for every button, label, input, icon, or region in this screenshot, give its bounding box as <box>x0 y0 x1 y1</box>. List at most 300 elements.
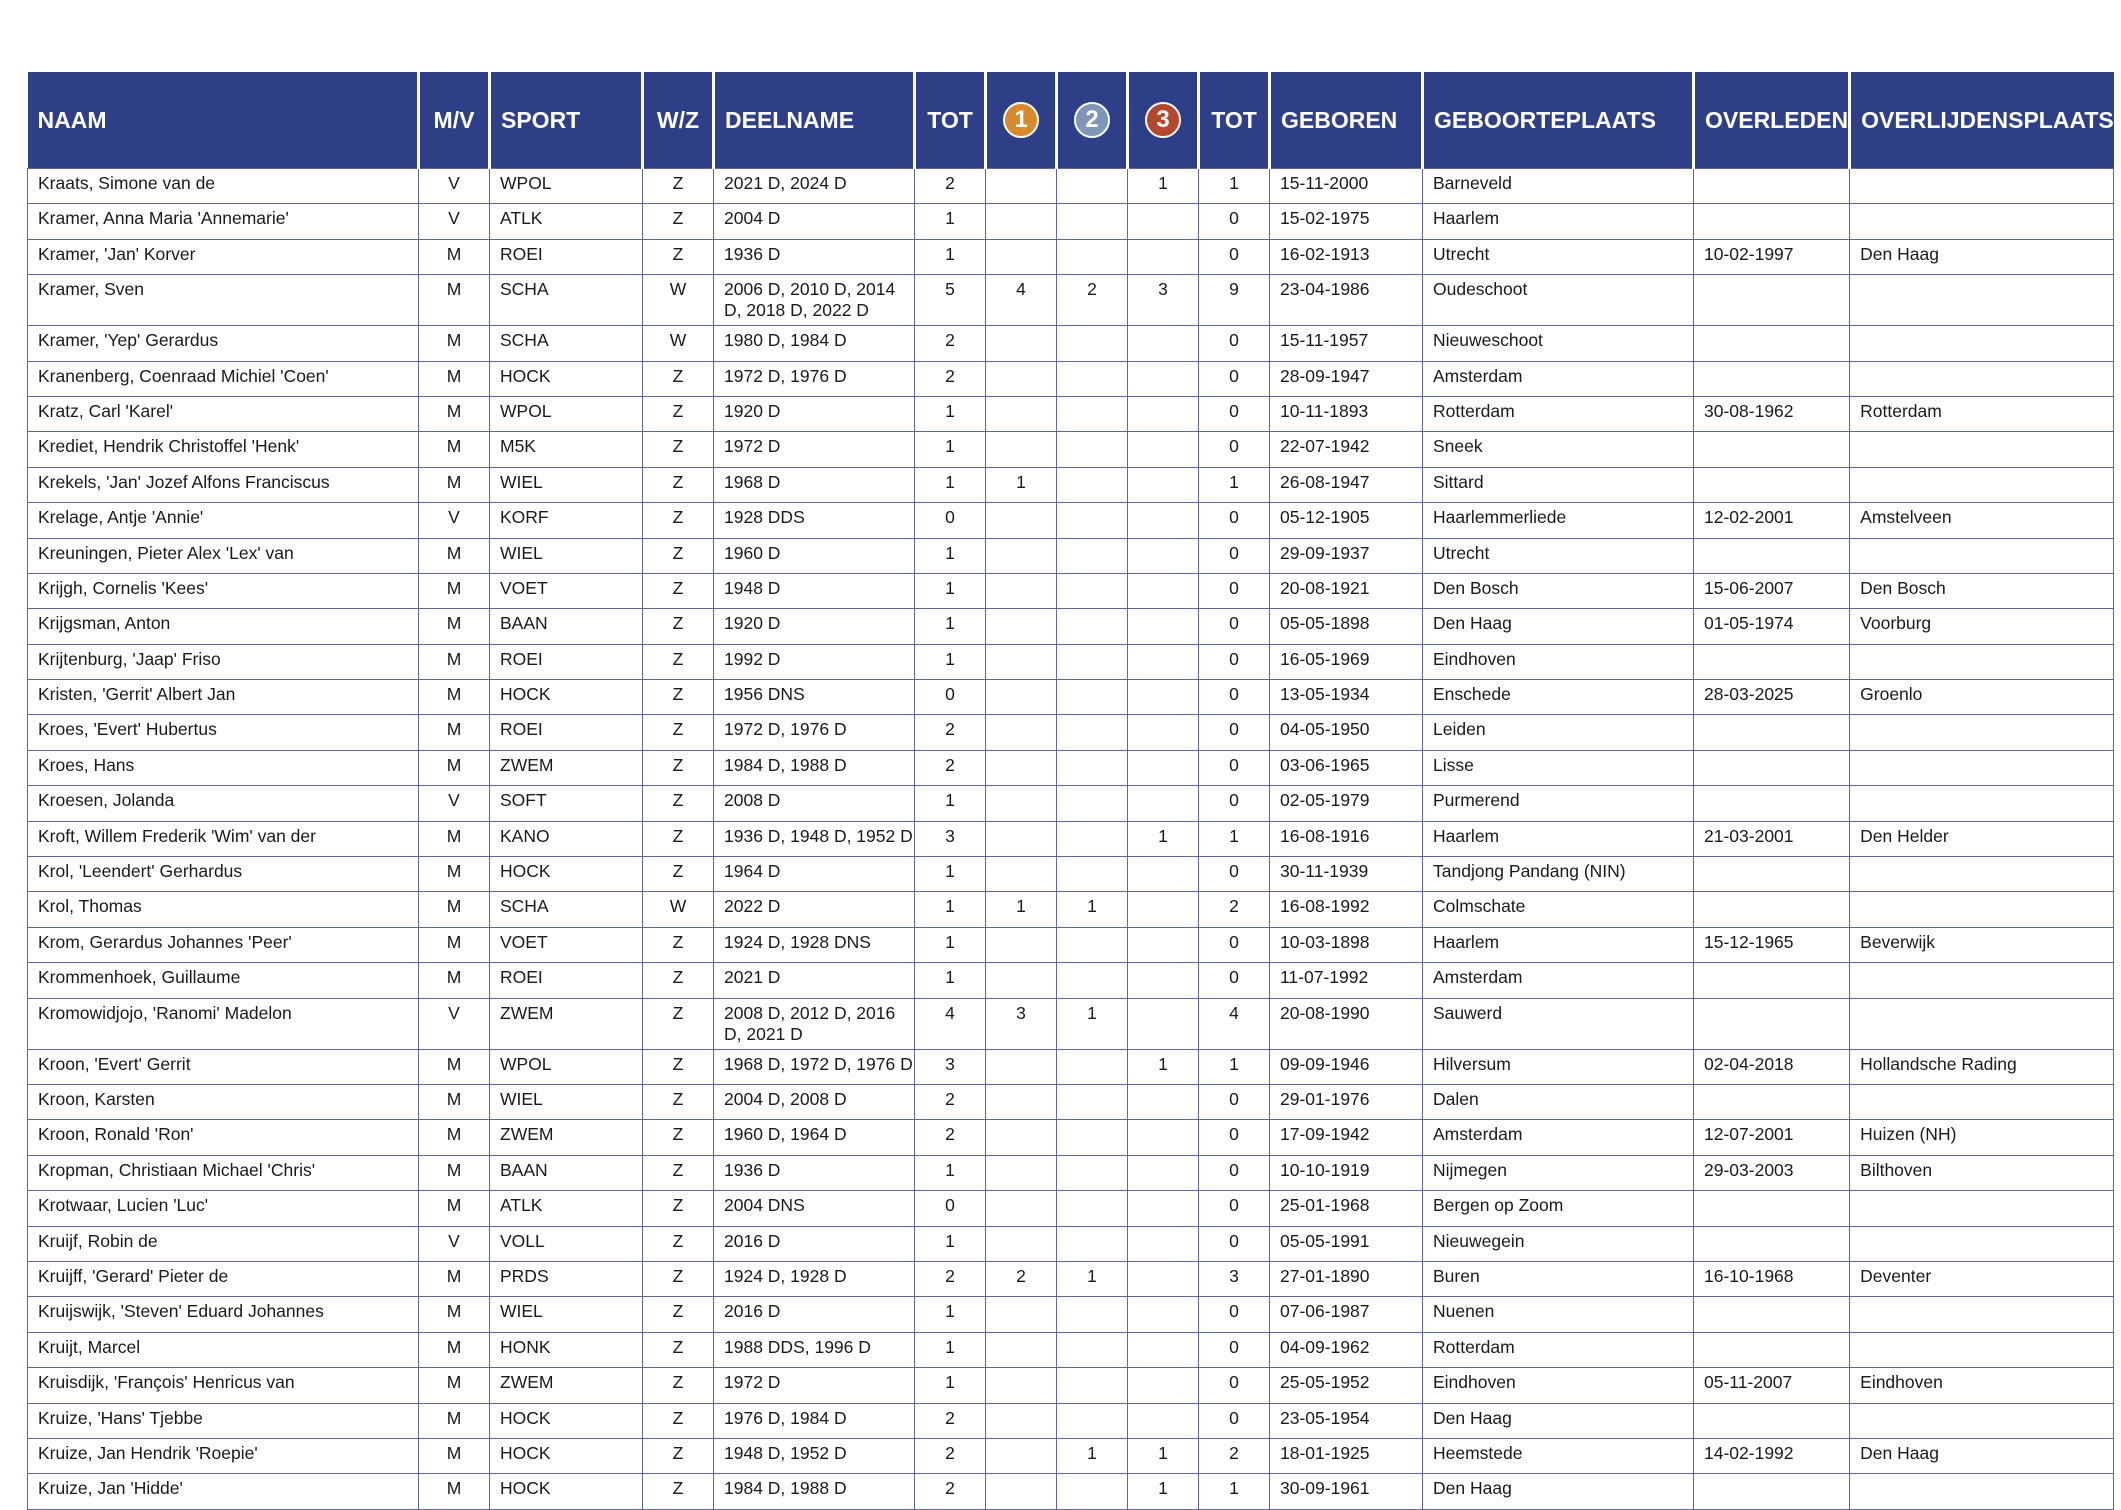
cell-naam: Kroon, Ronald 'Ron' <box>28 1120 419 1155</box>
cell-wz: Z <box>643 1191 714 1226</box>
cell-geboren: 25-05-1952 <box>1270 1368 1423 1403</box>
table-row <box>28 892 2114 927</box>
cell-overleden <box>1694 892 1850 927</box>
cell-overlijdensplaats <box>1850 1084 2114 1119</box>
cell-gold <box>986 786 1057 821</box>
cell-overleden: 01-05-1974 <box>1694 609 1850 644</box>
cell-silver: 1 <box>1057 1261 1128 1296</box>
cell-tot-deelname: 1 <box>915 963 986 998</box>
cell-overlijdensplaats <box>1850 786 2114 821</box>
cell-geboren: 28-09-1947 <box>1270 361 1423 396</box>
cell-geboorteplaats: Rotterdam <box>1423 1332 1694 1367</box>
cell-gold <box>986 573 1057 608</box>
cell-gold <box>986 750 1057 785</box>
cell-silver <box>1057 467 1128 502</box>
cell-tot-deelname: 1 <box>915 1155 986 1190</box>
cell-geboren: 04-09-1962 <box>1270 1332 1423 1367</box>
col-header-mv: M/V <box>419 72 490 169</box>
cell-mv: M <box>419 1438 490 1473</box>
cell-deelname: 2006 D, 2010 D, 2014 D, 2018 D, 2022 D <box>714 275 915 326</box>
cell-wz: Z <box>643 1403 714 1438</box>
cell-mv: M <box>419 821 490 856</box>
cell-deelname: 1920 D <box>714 396 915 431</box>
cell-geboren: 02-05-1979 <box>1270 786 1423 821</box>
cell-overlijdensplaats <box>1850 275 2114 326</box>
cell-tot-medals: 4 <box>1199 998 1270 1049</box>
cell-deelname: 2008 D, 2012 D, 2016 D, 2021 D <box>714 998 915 1049</box>
cell-tot-medals: 1 <box>1199 1474 1270 1509</box>
cell-tot-medals: 0 <box>1199 1120 1270 1155</box>
cell-naam: Kruijswijk, 'Steven' Eduard Johannes <box>28 1297 419 1332</box>
cell-geboorteplaats: Eindhoven <box>1423 644 1694 679</box>
cell-geboorteplaats: Amsterdam <box>1423 1120 1694 1155</box>
cell-overlijdensplaats: Bilthoven <box>1850 1155 2114 1190</box>
cell-overlijdensplaats: Huizen (NH) <box>1850 1120 2114 1155</box>
cell-gold <box>986 644 1057 679</box>
table-row <box>28 998 2114 1049</box>
cell-bronze <box>1128 892 1199 927</box>
cell-bronze <box>1128 239 1199 274</box>
col-header-silver <box>1057 72 1128 169</box>
cell-overlijdensplaats <box>1850 467 2114 502</box>
cell-silver <box>1057 644 1128 679</box>
cell-deelname: 2016 D <box>714 1297 915 1332</box>
cell-tot-medals: 0 <box>1199 503 1270 538</box>
cell-sport: WIEL <box>490 538 643 573</box>
cell-mv: M <box>419 1474 490 1509</box>
cell-geboren: 15-11-1957 <box>1270 326 1423 361</box>
table-row <box>28 1332 2114 1367</box>
cell-tot-deelname: 1 <box>915 396 986 431</box>
cell-sport: ATLK <box>490 1191 643 1226</box>
table-row <box>28 609 2114 644</box>
cell-bronze <box>1128 467 1199 502</box>
cell-overlijdensplaats: Hollandsche Rading <box>1850 1049 2114 1084</box>
cell-silver <box>1057 786 1128 821</box>
cell-silver <box>1057 239 1128 274</box>
cell-tot-deelname: 2 <box>915 326 986 361</box>
cell-tot-deelname: 0 <box>915 1191 986 1226</box>
gold-medal-icon: 1 <box>1003 102 1039 138</box>
table-row <box>28 857 2114 892</box>
cell-overleden <box>1694 857 1850 892</box>
cell-geboren: 22-07-1942 <box>1270 432 1423 467</box>
cell-tot-deelname: 2 <box>915 1403 986 1438</box>
cell-geboren: 30-11-1939 <box>1270 857 1423 892</box>
cell-tot-deelname: 1 <box>915 1226 986 1261</box>
cell-overleden <box>1694 644 1850 679</box>
cell-wz: Z <box>643 1261 714 1296</box>
cell-overlijdensplaats <box>1850 1403 2114 1438</box>
table-row <box>28 715 2114 750</box>
silver-medal-icon: 2 <box>1074 102 1110 138</box>
cell-naam: Kramer, Anna Maria 'Annemarie' <box>28 204 419 239</box>
cell-overleden <box>1694 1474 1850 1509</box>
cell-bronze <box>1128 573 1199 608</box>
cell-deelname: 2008 D <box>714 786 915 821</box>
cell-tot-deelname: 0 <box>915 503 986 538</box>
cell-bronze <box>1128 1261 1199 1296</box>
cell-bronze <box>1128 1368 1199 1403</box>
cell-deelname: 1972 D, 1976 D <box>714 715 915 750</box>
cell-overlijdensplaats: Amstelveen <box>1850 503 2114 538</box>
bronze-medal-icon: 3 <box>1145 102 1181 138</box>
cell-gold <box>986 1368 1057 1403</box>
cell-deelname: 1924 D, 1928 D <box>714 1261 915 1296</box>
cell-overlijdensplaats: Den Helder <box>1850 821 2114 856</box>
col-header-overlijdensplaats: OVERLIJDENSPLAATS <box>1850 72 2114 169</box>
cell-silver: 1 <box>1057 998 1128 1049</box>
cell-sport: VOET <box>490 573 643 608</box>
cell-overleden <box>1694 275 1850 326</box>
cell-gold: 1 <box>986 467 1057 502</box>
cell-bronze <box>1128 538 1199 573</box>
cell-tot-medals: 0 <box>1199 326 1270 361</box>
cell-deelname: 1988 DDS, 1996 D <box>714 1332 915 1367</box>
cell-sport: ROEI <box>490 644 643 679</box>
cell-wz: Z <box>643 821 714 856</box>
cell-geboorteplaats: Sittard <box>1423 467 1694 502</box>
cell-geboorteplaats: Tandjong Pandang (NIN) <box>1423 857 1694 892</box>
table-row <box>28 396 2114 431</box>
cell-naam: Kramer, Sven <box>28 275 419 326</box>
col-header-wz: W/Z <box>643 72 714 169</box>
cell-geboorteplaats: Dalen <box>1423 1084 1694 1119</box>
cell-sport: HOCK <box>490 1403 643 1438</box>
cell-deelname: 2021 D <box>714 963 915 998</box>
cell-deelname: 1948 D <box>714 573 915 608</box>
cell-geboorteplaats: Bergen op Zoom <box>1423 1191 1694 1226</box>
cell-geboren: 09-09-1946 <box>1270 1049 1423 1084</box>
cell-tot-deelname: 1 <box>915 857 986 892</box>
cell-deelname: 1960 D, 1964 D <box>714 1120 915 1155</box>
cell-gold <box>986 1120 1057 1155</box>
cell-mv: M <box>419 239 490 274</box>
cell-mv: V <box>419 169 490 204</box>
cell-overleden <box>1694 1084 1850 1119</box>
cell-silver <box>1057 1226 1128 1261</box>
cell-mv: V <box>419 503 490 538</box>
cell-geboren: 10-10-1919 <box>1270 1155 1423 1190</box>
cell-gold <box>986 1155 1057 1190</box>
cell-deelname: 1964 D <box>714 857 915 892</box>
cell-bronze: 3 <box>1128 275 1199 326</box>
cell-deelname: 1984 D, 1988 D <box>714 750 915 785</box>
cell-naam: Krol, Thomas <box>28 892 419 927</box>
cell-tot-medals: 3 <box>1199 1261 1270 1296</box>
cell-sport: ZWEM <box>490 998 643 1049</box>
cell-geboorteplaats: Leiden <box>1423 715 1694 750</box>
cell-geboren: 15-11-2000 <box>1270 169 1423 204</box>
cell-mv: M <box>419 538 490 573</box>
cell-naam: Kramer, 'Yep' Gerardus <box>28 326 419 361</box>
cell-overlijdensplaats <box>1850 715 2114 750</box>
cell-bronze <box>1128 204 1199 239</box>
cell-overleden <box>1694 538 1850 573</box>
cell-deelname: 1956 DNS <box>714 680 915 715</box>
cell-geboorteplaats: Sauwerd <box>1423 998 1694 1049</box>
cell-geboorteplaats: Nieuweschoot <box>1423 326 1694 361</box>
cell-silver <box>1057 432 1128 467</box>
cell-tot-medals: 1 <box>1199 1049 1270 1084</box>
cell-bronze <box>1128 963 1199 998</box>
cell-bronze <box>1128 1084 1199 1119</box>
cell-bronze <box>1128 715 1199 750</box>
cell-overleden: 02-04-2018 <box>1694 1049 1850 1084</box>
cell-tot-medals: 0 <box>1199 1191 1270 1226</box>
cell-overlijdensplaats <box>1850 892 2114 927</box>
cell-tot-medals: 0 <box>1199 857 1270 892</box>
cell-geboorteplaats: Hilversum <box>1423 1049 1694 1084</box>
cell-overleden: 10-02-1997 <box>1694 239 1850 274</box>
cell-geboren: 05-12-1905 <box>1270 503 1423 538</box>
cell-wz: Z <box>643 239 714 274</box>
cell-naam: Kranenberg, Coenraad Michiel 'Coen' <box>28 361 419 396</box>
cell-naam: Kreuningen, Pieter Alex 'Lex' van <box>28 538 419 573</box>
cell-overlijdensplaats <box>1850 1226 2114 1261</box>
cell-silver: 1 <box>1057 1438 1128 1473</box>
cell-geboorteplaats: Den Haag <box>1423 609 1694 644</box>
cell-geboren: 11-07-1992 <box>1270 963 1423 998</box>
cell-mv: M <box>419 644 490 679</box>
cell-wz: W <box>643 892 714 927</box>
cell-tot-medals: 0 <box>1199 1332 1270 1367</box>
cell-naam: Krijgh, Cornelis 'Kees' <box>28 573 419 608</box>
cell-sport: ZWEM <box>490 750 643 785</box>
cell-bronze <box>1128 927 1199 962</box>
cell-deelname: 1936 D <box>714 239 915 274</box>
cell-overleden: 21-03-2001 <box>1694 821 1850 856</box>
cell-geboren: 23-04-1986 <box>1270 275 1423 326</box>
cell-overlijdensplaats: Deventer <box>1850 1261 2114 1296</box>
col-header-bronze <box>1128 72 1199 169</box>
cell-gold <box>986 715 1057 750</box>
cell-sport: KORF <box>490 503 643 538</box>
table-row <box>28 1368 2114 1403</box>
cell-wz: Z <box>643 1332 714 1367</box>
cell-tot-medals: 0 <box>1199 538 1270 573</box>
cell-sport: SOFT <box>490 786 643 821</box>
cell-overleden <box>1694 998 1850 1049</box>
cell-bronze <box>1128 1120 1199 1155</box>
cell-gold <box>986 1474 1057 1509</box>
cell-silver <box>1057 1474 1128 1509</box>
cell-geboren: 25-01-1968 <box>1270 1191 1423 1226</box>
cell-tot-medals: 0 <box>1199 750 1270 785</box>
cell-geboren: 16-08-1992 <box>1270 892 1423 927</box>
table-row <box>28 1120 2114 1155</box>
cell-sport: M5K <box>490 432 643 467</box>
cell-geboorteplaats: Utrecht <box>1423 239 1694 274</box>
cell-geboorteplaats: Haarlemmerliede <box>1423 503 1694 538</box>
cell-sport: HOCK <box>490 857 643 892</box>
table-row <box>28 1155 2114 1190</box>
cell-bronze <box>1128 1191 1199 1226</box>
cell-geboren: 15-02-1975 <box>1270 204 1423 239</box>
cell-geboorteplaats: Nieuwegein <box>1423 1226 1694 1261</box>
cell-wz: Z <box>643 1297 714 1332</box>
cell-bronze <box>1128 750 1199 785</box>
cell-overleden: 15-12-1965 <box>1694 927 1850 962</box>
cell-gold <box>986 396 1057 431</box>
table-row <box>28 239 2114 274</box>
cell-geboorteplaats: Nijmegen <box>1423 1155 1694 1190</box>
cell-tot-medals: 0 <box>1199 239 1270 274</box>
cell-mv: M <box>419 680 490 715</box>
cell-naam: Krommenhoek, Guillaume <box>28 963 419 998</box>
cell-tot-deelname: 1 <box>915 1332 986 1367</box>
cell-wz: Z <box>643 963 714 998</box>
cell-naam: Kromowidjojo, 'Ranomi' Madelon <box>28 998 419 1049</box>
cell-geboren: 20-08-1921 <box>1270 573 1423 608</box>
cell-tot-deelname: 2 <box>915 1084 986 1119</box>
cell-overlijdensplaats: Voorburg <box>1850 609 2114 644</box>
cell-mv: M <box>419 892 490 927</box>
cell-naam: Kruize, 'Hans' Tjebbe <box>28 1403 419 1438</box>
table-row <box>28 1049 2114 1084</box>
cell-gold <box>986 963 1057 998</box>
cell-overleden <box>1694 326 1850 361</box>
cell-deelname: 2021 D, 2024 D <box>714 169 915 204</box>
table-row <box>28 275 2114 326</box>
cell-silver <box>1057 169 1128 204</box>
cell-geboren: 17-09-1942 <box>1270 1120 1423 1155</box>
table-row <box>28 786 2114 821</box>
cell-tot-medals: 1 <box>1199 821 1270 856</box>
cell-bronze <box>1128 326 1199 361</box>
table-row <box>28 573 2114 608</box>
cell-sport: KANO <box>490 821 643 856</box>
table-row <box>28 326 2114 361</box>
cell-wz: Z <box>643 396 714 431</box>
cell-geboren: 10-11-1893 <box>1270 396 1423 431</box>
cell-silver <box>1057 1191 1128 1226</box>
cell-mv: M <box>419 326 490 361</box>
col-header-deelname: DEELNAME <box>714 72 915 169</box>
cell-overlijdensplaats <box>1850 538 2114 573</box>
cell-geboorteplaats: Amsterdam <box>1423 963 1694 998</box>
col-header-sport: SPORT <box>490 72 643 169</box>
table-row <box>28 963 2114 998</box>
cell-bronze <box>1128 680 1199 715</box>
cell-naam: Kratz, Carl 'Karel' <box>28 396 419 431</box>
cell-bronze <box>1128 396 1199 431</box>
cell-sport: WIEL <box>490 1297 643 1332</box>
cell-tot-medals: 0 <box>1199 1084 1270 1119</box>
cell-tot-medals: 0 <box>1199 1155 1270 1190</box>
cell-tot-deelname: 1 <box>915 467 986 502</box>
cell-overleden <box>1694 432 1850 467</box>
cell-silver <box>1057 1084 1128 1119</box>
cell-sport: WIEL <box>490 1084 643 1119</box>
cell-wz: Z <box>643 1120 714 1155</box>
cell-gold <box>986 538 1057 573</box>
cell-overlijdensplaats <box>1850 750 2114 785</box>
cell-geboren: 27-01-1890 <box>1270 1261 1423 1296</box>
cell-overlijdensplaats <box>1850 1474 2114 1509</box>
cell-mv: V <box>419 1226 490 1261</box>
cell-tot-medals: 0 <box>1199 1368 1270 1403</box>
cell-sport: PRDS <box>490 1261 643 1296</box>
cell-gold <box>986 1226 1057 1261</box>
cell-mv: M <box>419 927 490 962</box>
cell-sport: ROEI <box>490 715 643 750</box>
cell-naam: Kroon, 'Evert' Gerrit <box>28 1049 419 1084</box>
cell-overleden: 15-06-2007 <box>1694 573 1850 608</box>
cell-tot-deelname: 2 <box>915 1261 986 1296</box>
cell-tot-deelname: 1 <box>915 573 986 608</box>
cell-silver <box>1057 503 1128 538</box>
cell-gold <box>986 503 1057 538</box>
cell-mv: M <box>419 1049 490 1084</box>
col-header-naam: NAAM <box>28 72 419 169</box>
cell-bronze: 1 <box>1128 821 1199 856</box>
cell-silver <box>1057 821 1128 856</box>
cell-bronze <box>1128 609 1199 644</box>
cell-silver: 1 <box>1057 892 1128 927</box>
cell-geboren: 16-05-1969 <box>1270 644 1423 679</box>
cell-tot-deelname: 3 <box>915 821 986 856</box>
cell-mv: M <box>419 467 490 502</box>
cell-bronze <box>1128 1155 1199 1190</box>
cell-gold <box>986 239 1057 274</box>
cell-tot-medals: 9 <box>1199 275 1270 326</box>
cell-overlijdensplaats: Beverwijk <box>1850 927 2114 962</box>
cell-geboorteplaats: Amsterdam <box>1423 361 1694 396</box>
cell-geboren: 26-08-1947 <box>1270 467 1423 502</box>
cell-overleden <box>1694 786 1850 821</box>
cell-tot-medals: 1 <box>1199 169 1270 204</box>
cell-gold: 1 <box>986 892 1057 927</box>
cell-tot-medals: 0 <box>1199 396 1270 431</box>
cell-gold <box>986 1438 1057 1473</box>
cell-geboren: 13-05-1934 <box>1270 680 1423 715</box>
table-row <box>28 1191 2114 1226</box>
cell-overleden <box>1694 1332 1850 1367</box>
cell-silver <box>1057 1368 1128 1403</box>
cell-bronze: 1 <box>1128 1049 1199 1084</box>
cell-gold <box>986 204 1057 239</box>
cell-silver <box>1057 1332 1128 1367</box>
cell-bronze <box>1128 1297 1199 1332</box>
cell-wz: Z <box>643 644 714 679</box>
cell-mv: M <box>419 1332 490 1367</box>
cell-naam: Kristen, 'Gerrit' Albert Jan <box>28 680 419 715</box>
cell-tot-medals: 2 <box>1199 892 1270 927</box>
cell-tot-deelname: 1 <box>915 927 986 962</box>
cell-tot-deelname: 2 <box>915 715 986 750</box>
cell-tot-medals: 0 <box>1199 644 1270 679</box>
cell-geboren: 18-01-1925 <box>1270 1438 1423 1473</box>
cell-tot-deelname: 0 <box>915 680 986 715</box>
cell-overleden <box>1694 715 1850 750</box>
cell-wz: Z <box>643 361 714 396</box>
cell-deelname: 2016 D <box>714 1226 915 1261</box>
cell-mv: M <box>419 361 490 396</box>
cell-naam: Krediet, Hendrik Christoffel 'Henk' <box>28 432 419 467</box>
cell-overlijdensplaats: Eindhoven <box>1850 1368 2114 1403</box>
cell-wz: Z <box>643 1368 714 1403</box>
cell-naam: Kroesen, Jolanda <box>28 786 419 821</box>
header-row <box>28 72 2114 169</box>
cell-naam: Krijgsman, Anton <box>28 609 419 644</box>
cell-tot-medals: 0 <box>1199 927 1270 962</box>
cell-wz: Z <box>643 786 714 821</box>
cell-mv: M <box>419 609 490 644</box>
cell-sport: ZWEM <box>490 1120 643 1155</box>
cell-gold <box>986 1049 1057 1084</box>
table-row <box>28 1403 2114 1438</box>
